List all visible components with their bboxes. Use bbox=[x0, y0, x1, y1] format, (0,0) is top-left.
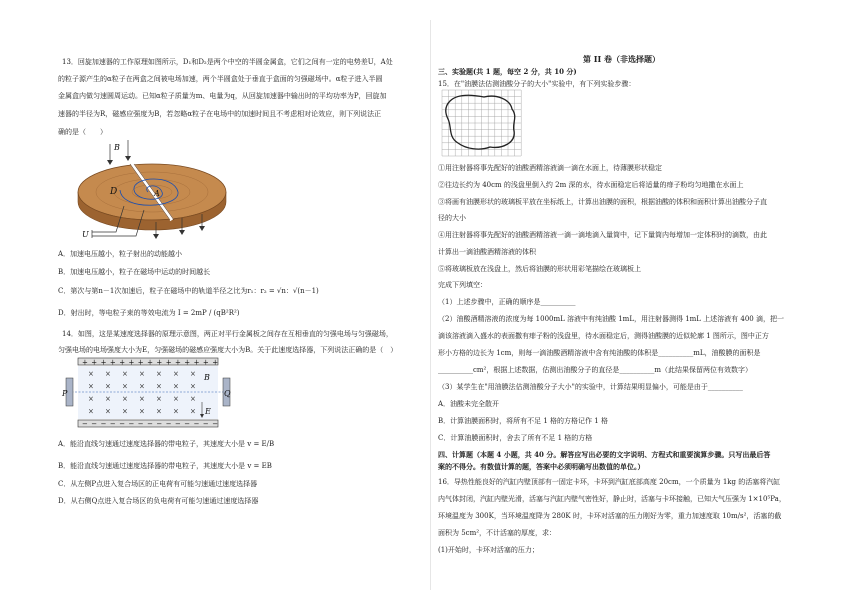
label-E-selector: E bbox=[205, 407, 211, 416]
minus-sign: − bbox=[202, 420, 209, 428]
field-cross: × bbox=[190, 382, 196, 391]
part4-heading-line-1: 四、计算题（本题 4 小题，共 40 分。解答应写出必要的文字说明、方程式和重要演算步骤。只写出最后答 bbox=[438, 450, 771, 459]
oil-film-grid-figure bbox=[440, 89, 524, 157]
q15-sub-2-line-2: 滴该溶液滴入盛水的表面撒有痱子粉的浅盘里，待水面稳定后，测得油酸膜的近似轮廓 1 图所示，图中正方 bbox=[438, 332, 769, 340]
field-cross: × bbox=[88, 395, 94, 403]
label-A: A bbox=[154, 189, 160, 198]
minus-sign: − bbox=[193, 420, 200, 428]
label-B-selector: B bbox=[204, 373, 210, 382]
plus-sign: + bbox=[202, 358, 209, 367]
field-cross: × bbox=[88, 382, 94, 391]
q13-option-c: C．第次与第n－1次加速后，粒子在磁场中的轨道半径之比为r₁：r₂ = √n：√(n－1) bbox=[58, 287, 319, 295]
plus-sign: + bbox=[109, 358, 116, 367]
plus-sign: + bbox=[82, 358, 88, 367]
q15-sub-1: （1）上述步骤中，正确的顺序是__________ bbox=[438, 298, 576, 306]
field-cross: × bbox=[190, 370, 196, 378]
minus-sign: − bbox=[119, 420, 126, 428]
minus-signs bbox=[82, 420, 218, 428]
q13-option-a: A．加速电压越小，粒子射出的动能越小 bbox=[58, 250, 183, 258]
column-divider bbox=[430, 20, 431, 590]
field-cross: × bbox=[139, 370, 145, 378]
plus-sign: + bbox=[137, 358, 144, 367]
q15-option-c: C．计算油膜面积时，舍去了所有不足 1 格的方格 bbox=[438, 434, 593, 442]
minus-sign: − bbox=[82, 420, 88, 428]
field-cross: × bbox=[173, 382, 179, 391]
q15-option-b: B．计算油膜面积时，将所有不足 1 格的方格记作 1 格 bbox=[438, 417, 608, 425]
section-title: 第 II 卷（非选择题） bbox=[583, 54, 661, 64]
field-cross: × bbox=[105, 382, 111, 391]
plus-sign: + bbox=[91, 358, 98, 367]
label-D: D bbox=[110, 187, 118, 197]
field-cross: × bbox=[122, 382, 128, 391]
q16-line-3: 环境温度为 300K，当环境温度降为 280K 时，卡环对活塞的压力刚好为零，重力加速度取 10m/s²，活塞的截 bbox=[438, 512, 782, 520]
field-cross: × bbox=[156, 370, 162, 378]
minus-sign: − bbox=[100, 420, 107, 428]
minus-sign: − bbox=[212, 420, 219, 428]
plus-sign: + bbox=[128, 358, 135, 367]
q15-step-4-cont: 计算出一滴油酸酒精溶液的体积 bbox=[438, 248, 536, 256]
field-cross: × bbox=[139, 382, 145, 391]
part4-heading-line-2: 案的不得分。有数值计算的题，答案中必须明确写出数值的单位。） bbox=[438, 462, 645, 471]
q13-stem-line-5: 确的是（ ） bbox=[58, 128, 107, 136]
label-U: U bbox=[82, 230, 89, 239]
label-Q: Q bbox=[224, 389, 231, 398]
label-P: P bbox=[62, 389, 68, 398]
plus-signs bbox=[82, 359, 218, 367]
field-cross: × bbox=[156, 407, 162, 416]
q15-step-2: ②往边长约为 40cm 的浅盘里倒入约 2m 深的水，待水面稳定后将适量的痱子粉均匀地撒在水面上 bbox=[438, 181, 744, 189]
field-cross: × bbox=[156, 382, 162, 391]
minus-sign: − bbox=[175, 420, 181, 428]
label-B: B bbox=[114, 143, 120, 152]
plus-sign: + bbox=[156, 358, 163, 367]
plus-sign: + bbox=[175, 358, 181, 367]
minus-sign: − bbox=[91, 420, 98, 428]
q13-stem-line-2: 的粒子源产生的α粒子在两盒之间被电场加速，两个半圆盒处于垂直于盒面的匀强磁场中。α粒子进入半圆 bbox=[58, 75, 383, 83]
field-cross: × bbox=[156, 395, 162, 403]
q15-stem: 15．在"油膜法估测油酸分子的大小"实验中，有下列实验步骤： bbox=[438, 80, 636, 88]
q15-option-a: A．油酸未完全散开 bbox=[438, 400, 500, 408]
field-cross: × bbox=[122, 395, 128, 403]
velocity-selector-figure bbox=[64, 356, 232, 430]
field-cross: × bbox=[173, 395, 179, 403]
q16-line-1: 16．导热性能良好的汽缸内壁顶部有一固定卡环，卡环到汽缸底部高度 20cm，一个质量为 1kg 的活塞将汽缸 bbox=[438, 478, 781, 486]
q15-step-3-cont: 径的大小 bbox=[438, 214, 466, 222]
field-cross: × bbox=[122, 407, 128, 416]
q15-step-4: ④用注射器将事先配好的油酸酒精溶液一滴一滴地滴入量筒中，记下量筒内每增加一定体积时的滴数，由此 bbox=[438, 231, 767, 239]
plus-sign: + bbox=[119, 358, 126, 367]
q14-option-d: D．从右侧Q点进入复合场区的负电荷有可能匀速通过速度选择器 bbox=[58, 497, 259, 505]
q15-step-1: ①用注射器将事先配好的油酸酒精溶液滴一滴在水面上，待薄膜形状稳定 bbox=[438, 164, 662, 172]
part3-heading: 三、实验题(共 1 题，每空 2 分，共 10 分) bbox=[438, 67, 577, 76]
q13-stem-line-3: 金属盒内做匀速圆周运动。已知α粒子质量为m、电量为q，从回旋加速器中输出时的平均功率为P，回旋加 bbox=[58, 92, 387, 100]
plus-sign: + bbox=[165, 358, 172, 367]
field-cross: × bbox=[105, 370, 111, 378]
minus-sign: − bbox=[137, 420, 144, 428]
q13-stem-line-1: 13．回旋加速器的工作原理如图所示，D₁和D₂是两个中空的半圆金属盒，它们之间有一定的电势差U，A处 bbox=[62, 58, 393, 66]
plus-sign: + bbox=[100, 358, 107, 367]
field-cross: × bbox=[190, 395, 196, 403]
plus-sign: + bbox=[212, 358, 219, 367]
q14-option-c: C．从左侧P点进入复合场区的正电荷有可能匀速通过速度选择器 bbox=[58, 480, 258, 488]
field-cross: × bbox=[139, 407, 145, 416]
field-cross: × bbox=[173, 407, 179, 416]
q16-line-4: 面积为 5cm²，不计活塞的厚度，求： bbox=[438, 529, 557, 537]
field-cross: × bbox=[105, 395, 111, 403]
plus-sign: + bbox=[184, 358, 191, 367]
minus-sign: − bbox=[165, 420, 172, 428]
plus-sign: + bbox=[193, 358, 200, 367]
q14-stem-line-2: 匀强电场的电场强度大小为E，匀强磁场的磁感应强度大小为B。关于此速度选择器，下列说法正确的是（ ） bbox=[58, 346, 398, 354]
q15-sub-2-line-3: 形小方格的边长为 1cm，则每一滴油酸酒精溶液中含有纯油酸的体积是__________mL，油酸膜的面积是 bbox=[438, 349, 761, 357]
q15-step-3: ③将画有油膜形状的玻璃板平放在坐标纸上，计算出油膜的面积，根据油酸的体积和面积计算出油酸分子直 bbox=[438, 198, 767, 206]
q16-sub-1: (1)开始时，卡环对活塞的压力； bbox=[438, 546, 539, 554]
minus-sign: − bbox=[128, 420, 135, 428]
q15-sub-3: （3）某学生在"用油膜法估测油酸分子大小"的实验中，计算结果明显偏小，可能是由于__________ bbox=[438, 383, 743, 391]
field-cross: × bbox=[122, 370, 128, 378]
plus-sign: + bbox=[147, 358, 153, 367]
q15-step-5: ⑤将玻璃板放在浅盘上，然后将油膜的形状用彩笔描绘在玻璃板上 bbox=[438, 265, 641, 273]
minus-sign: − bbox=[147, 420, 153, 428]
minus-sign: − bbox=[156, 420, 163, 428]
q15-sub-2-line-4: __________cm²，根据上述数据，估测出油酸分子的直径是__________m（此结果保留两位有效数字） bbox=[438, 366, 753, 374]
q13-option-b: B．加速电压越小，粒子在磁场中运动的时间越长 bbox=[58, 268, 211, 276]
q13-stem-line-4: 速器的半径为R，磁感应强度为B，若忽略α粒子在电场中的加速时间且不考虑相对论效应，则下列说法正 bbox=[58, 110, 382, 118]
cyclotron-figure bbox=[62, 140, 228, 240]
q14-option-a: A．能沿直线匀速通过速度选择器的带电粒子，其速度大小是 v = E/B bbox=[58, 440, 275, 448]
minus-sign: − bbox=[184, 420, 191, 428]
field-cross: × bbox=[105, 407, 111, 416]
field-cross: × bbox=[88, 407, 94, 416]
q14-stem-line-1: 14．如图，这是某速度选择器的原理示意图，两正对平行金属板之间存在互相垂直的匀强电场与匀强磁场， bbox=[62, 330, 393, 338]
q15-sub-2-line-1: （2）油酸酒精溶液的浓度为每 1000mL 溶液中有纯油酸 1mL，用注射器测得 1mL 上述溶液有 400 滴，把一 bbox=[438, 315, 784, 323]
field-cross: × bbox=[88, 370, 94, 378]
field-cross: × bbox=[139, 395, 145, 403]
q15-complete-prompt: 完成下列填空： bbox=[438, 281, 487, 289]
q14-option-b: B．能沿直线匀速通过速度选择器的带电粒子，其速度大小是 v = EB bbox=[58, 462, 272, 470]
grid-lines bbox=[442, 90, 521, 156]
field-cross: × bbox=[190, 407, 196, 416]
field-cross: × bbox=[173, 370, 179, 378]
q13-option-d: D．射出时，等电粒子束的等效电流为 I = 2mP / (qB²R²) bbox=[58, 309, 240, 317]
q16-line-2: 内气体封闭，汽缸内壁光滑，活塞与汽缸内壁气密性好，静止时，活塞与卡环接触，已知大气压强为 1×10⁵Pa， bbox=[438, 495, 786, 503]
minus-sign: − bbox=[109, 420, 116, 428]
